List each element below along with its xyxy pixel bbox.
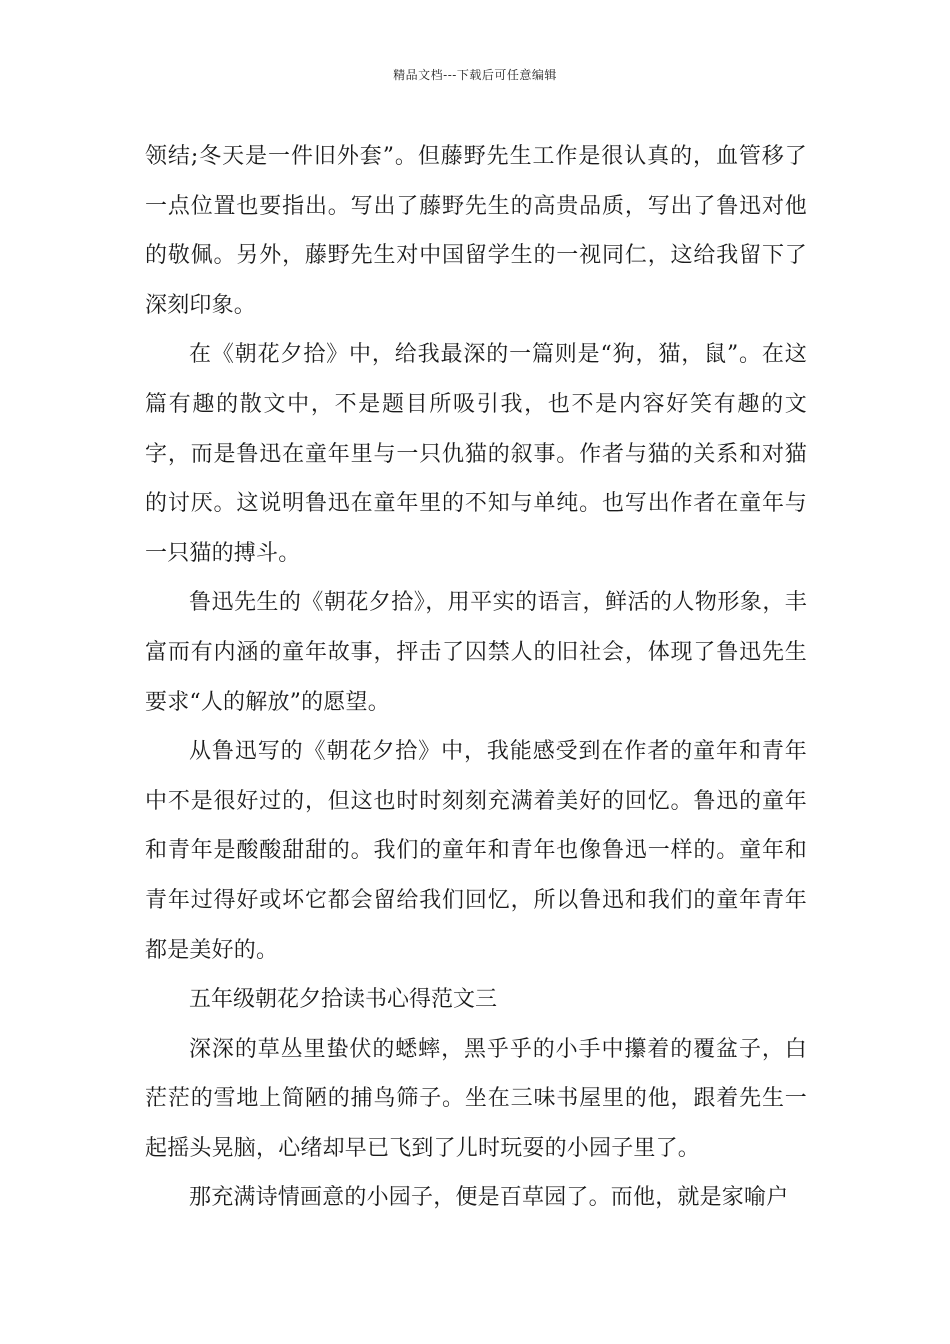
paragraph-garden: 那充满诗情画意的小园子，便是百草园了。而他，就是家喻户 (189, 1185, 789, 1211)
paragraph-continued: 领结;冬天是一件旧外套”。但藤野先生工作是很认真的，血管移了一点位置也要指出。写出了藤野先生的高贵品质，写出了鲁迅对他的敬佩。另外，藤野先生对中国留学生的一视同仁，这给我留下了深刻印象。 (145, 144, 807, 318)
paragraph-childhood: 从鲁迅写的《朝花夕拾》中，我能感受到在作者的童年和青年中不是很好过的，但这也时时刻刻充满着美好的回忆。鲁迅的童年和青年是酸酸甜甜的。我们的童年和青年也像鲁迅一样的。童年和青年过得好或坏它都会留给我们回忆，所以鲁迅和我们的童年青年都是美好的。 (145, 739, 807, 963)
section-heading: 五年级朝花夕拾读书心得范文三 (189, 987, 498, 1013)
paragraph-grass-cricket: 深深的草丛里蛰伏的蟋蟀，黑乎乎的小手中攥着的覆盆子，白茫茫的雪地上简陋的捕鸟筛子。坐在三味书屋里的他，跟着先生一起摇头晃脑，心绪却早已飞到了儿时玩耍的小园子里了。 (145, 1036, 807, 1161)
paragraph-summary: 鲁迅先生的《朝花夕拾》，用平实的语言，鲜活的人物形象，丰富而有内涵的童年故事，抨击了囚禁人的旧社会，体现了鲁迅先生要求“人的解放”的愿望。 (145, 590, 807, 715)
document-body (145, 132, 807, 1223)
paragraph-dog-cat-mouse: 在《朝花夕拾》中，给我最深的一篇则是“狗，猫，鼠”。在这篇有趣的散文中，不是题目所吸引我，也不是内容好笑有趣的文字，而是鲁迅在童年里与一只仇猫的叙事。作者与猫的关系和对猫的讨厌。这说明鲁迅在童年里的不知与单纯。也写出作者在童年与一只猫的搏斗。 (145, 342, 807, 566)
page-header: 精品文档---下载后可任意编辑 (393, 68, 557, 82)
